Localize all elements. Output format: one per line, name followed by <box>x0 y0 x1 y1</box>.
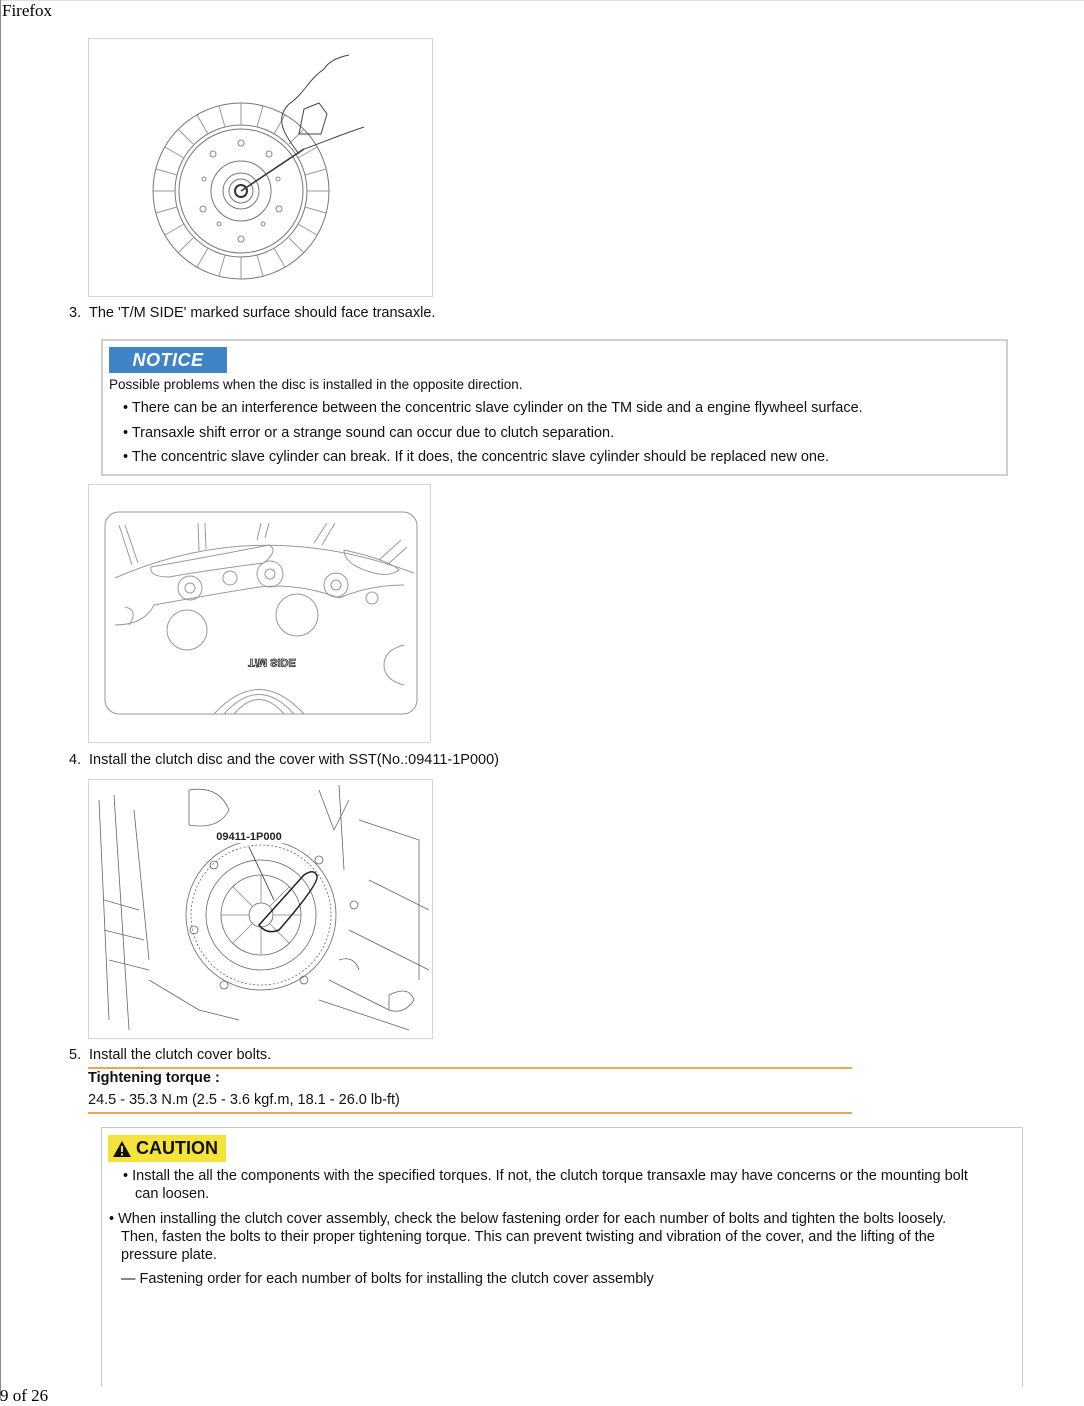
caution-box <box>101 1127 1023 1387</box>
step-5 <box>69 1047 271 1063</box>
caution-item-line: When installing the clutch cover assembly, check the below fastening order for each number of bolts and tighten the bolts loosely. <box>118 1211 947 1227</box>
bullet: • <box>123 425 129 441</box>
warning-triangle-icon <box>112 1140 132 1158</box>
bullet: • <box>123 1168 129 1184</box>
window-left-border <box>0 0 1 1400</box>
step-3 <box>69 305 435 321</box>
step-text: Install the clutch cover bolts. <box>89 1047 272 1063</box>
figure-tm-side <box>88 484 431 743</box>
caution-item-continuation: can loosen. <box>135 1186 210 1202</box>
notice-item <box>123 425 614 441</box>
caution-item-continuation: pressure plate. <box>121 1247 217 1263</box>
notice-item-text: There can be an interference between the concentric slave cylinder on the TM side and a engine flywheel surface. <box>131 400 863 416</box>
step-text: Install the clutch disc and the cover with SST(No.:09411-1P000) <box>89 752 499 768</box>
tm-side-label: T/M SIDE <box>248 656 296 668</box>
caution-badge <box>108 1135 226 1162</box>
sst-part-label: 09411-1P000 <box>216 831 282 843</box>
notice-item-text: The concentric slave cylinder can break. If it does, the concentric slave cylinder should be replaced new one. <box>131 449 830 465</box>
step-text: The 'T/M SIDE' marked surface should face transaxle. <box>89 305 436 321</box>
caution-item-line: Install the all the components with the specified torques. If not, the clutch torque transaxle may have concerns or the mounting bolt <box>132 1168 968 1184</box>
torque-top-rule <box>88 1067 852 1069</box>
browser-title: Firefox <box>2 1 53 20</box>
notice-intro: Possible problems when the disc is installed in the opposite direction. <box>109 377 523 392</box>
caution-item <box>123 1167 968 1185</box>
figure-disc-alignment <box>88 38 433 297</box>
notice-item <box>123 449 829 465</box>
sst-install-illustration <box>89 780 432 1038</box>
step-number: 4. <box>69 752 82 768</box>
step-number: 5. <box>69 1047 82 1063</box>
dash: — <box>121 1271 136 1287</box>
torque-bottom-rule <box>88 1112 852 1114</box>
bullet: • <box>109 1211 115 1227</box>
page-indicator: 9 of 26 <box>0 1386 49 1405</box>
caution-item-continuation: Then, fasten the bolts to their proper tightening torque. This can prevent twisting and vibration of the cover, and the lifting of the <box>121 1229 935 1245</box>
torque-value: 24.5 - 35.3 N.m (2.5 - 3.6 kgf.m, 18.1 - 26.0 lb-ft) <box>88 1092 400 1108</box>
caution-subitem <box>121 1270 654 1288</box>
notice-item <box>123 400 863 416</box>
notice-badge: NOTICE <box>109 347 227 373</box>
notice-box <box>101 339 1008 476</box>
notice-item-text: Transaxle shift error or a strange sound can occur due to clutch separation. <box>131 425 615 441</box>
bullet: • <box>123 449 129 465</box>
caution-item <box>109 1210 946 1228</box>
tm-side-illustration <box>89 485 430 742</box>
step-4 <box>69 752 499 768</box>
step-number: 3. <box>69 305 82 321</box>
caution-subitem-text: Fastening order for each number of bolts for installing the clutch cover assembly <box>139 1271 654 1287</box>
window-top-border <box>0 0 1084 1</box>
clutch-disc-illustration <box>89 39 432 296</box>
torque-label: Tightening torque : <box>88 1070 220 1086</box>
figure-sst-install <box>88 779 433 1039</box>
bullet: • <box>123 400 129 416</box>
caution-badge-label: CAUTION <box>136 1138 218 1158</box>
